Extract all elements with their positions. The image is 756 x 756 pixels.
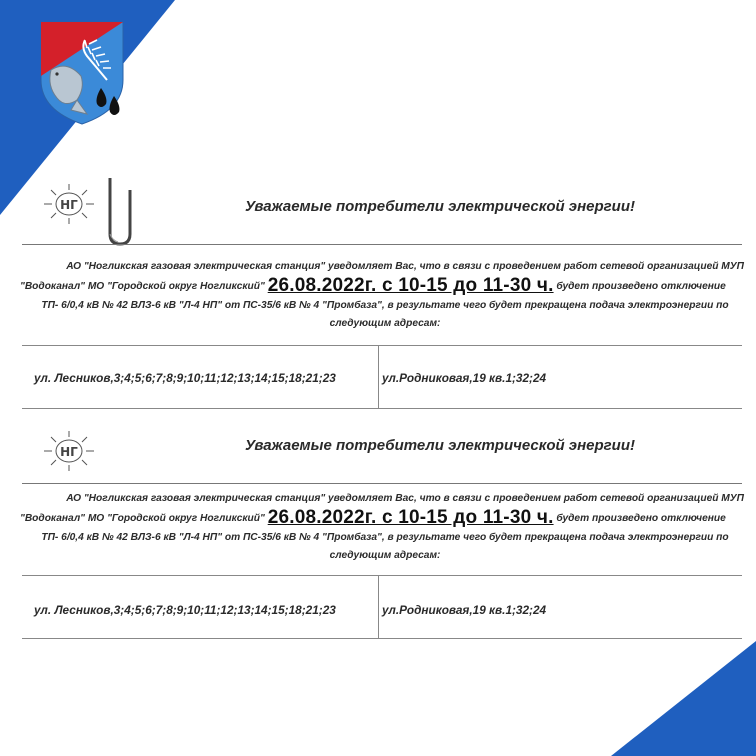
body-line-2-post: будет произведено отключение (556, 281, 726, 292)
notice-block (0, 417, 756, 632)
address-cell-right: ул.Родниковая,19 кв.1;32;24 (382, 603, 547, 617)
notice-title: Уважаемые потребители электрической энергии! (245, 437, 635, 454)
body-line-1: АО "Ногликская газовая электрическая станция" уведомляет Вас, что в связи с проведением работ сетевой организацией МУП (66, 261, 744, 272)
body-line-2-pre: "Водоканал" МО "Городской округ Ногликский" (20, 513, 265, 524)
address-cell-left: ул. Лесников,3;4;5;6;7;8;9;10;11;12;13;14;15;18;21;23 (34, 371, 336, 385)
body-line-2 (20, 508, 750, 529)
outage-date-time: 26.08.2022г. с 10-15 до 11-30 ч. (267, 507, 554, 528)
body-line-1: АО "Ногликская газовая электрическая станция" уведомляет Вас, что в связи с проведением работ сетевой организацией МУП (66, 493, 744, 504)
address-table (22, 575, 742, 639)
table-divider (378, 575, 379, 639)
body-line-3: ТП- 6/0,4 кВ № 42 ВЛЗ-6 кВ "Л-4 НП" от ПС-35/6 кВ № 4 "Промбаза", в результате чего будет прекращена подача электроэнергии по (41, 532, 729, 543)
notice-title: Уважаемые потребители электрической энергии! (245, 198, 635, 215)
address-table (22, 345, 742, 409)
notice-block (0, 170, 756, 385)
table-border-bottom (22, 408, 742, 409)
notice-body (20, 258, 750, 333)
body-line-4: следующим адресам: (329, 550, 441, 561)
logo-text: НГ (60, 198, 78, 212)
body-line-2 (20, 276, 750, 297)
table-border-top (22, 575, 742, 576)
outage-date-time: 26.08.2022г. с 10-15 до 11-30 ч. (267, 275, 554, 296)
body-line-4: следующим адресам: (329, 318, 441, 329)
body-line-2-pre: "Водоканал" МО "Городской округ Ногликский" (20, 281, 265, 292)
body-line-2-post: будет произведено отключение (556, 513, 726, 524)
table-border-top (22, 345, 742, 346)
table-divider (378, 345, 379, 409)
address-cell-right: ул.Родниковая,19 кв.1;32;24 (382, 371, 547, 385)
body-line-3: ТП- 6/0,4 кВ № 42 ВЛЗ-6 кВ "Л-4 НП" от ПС-35/6 кВ № 4 "Промбаза", в результате чего будет прекращена подача электроэнергии по (41, 300, 729, 311)
notice-body (20, 490, 750, 565)
divider (22, 244, 742, 245)
coat-of-arms-emblem (37, 18, 127, 128)
address-cell-left: ул. Лесников,3;4;5;6;7;8;9;10;11;12;13;14;15;18;21;23 (34, 603, 336, 617)
blue-corner-bottom-right (496, 641, 756, 756)
divider (22, 483, 742, 484)
logo-text: НГ (60, 445, 78, 459)
table-border-bottom (22, 638, 742, 639)
